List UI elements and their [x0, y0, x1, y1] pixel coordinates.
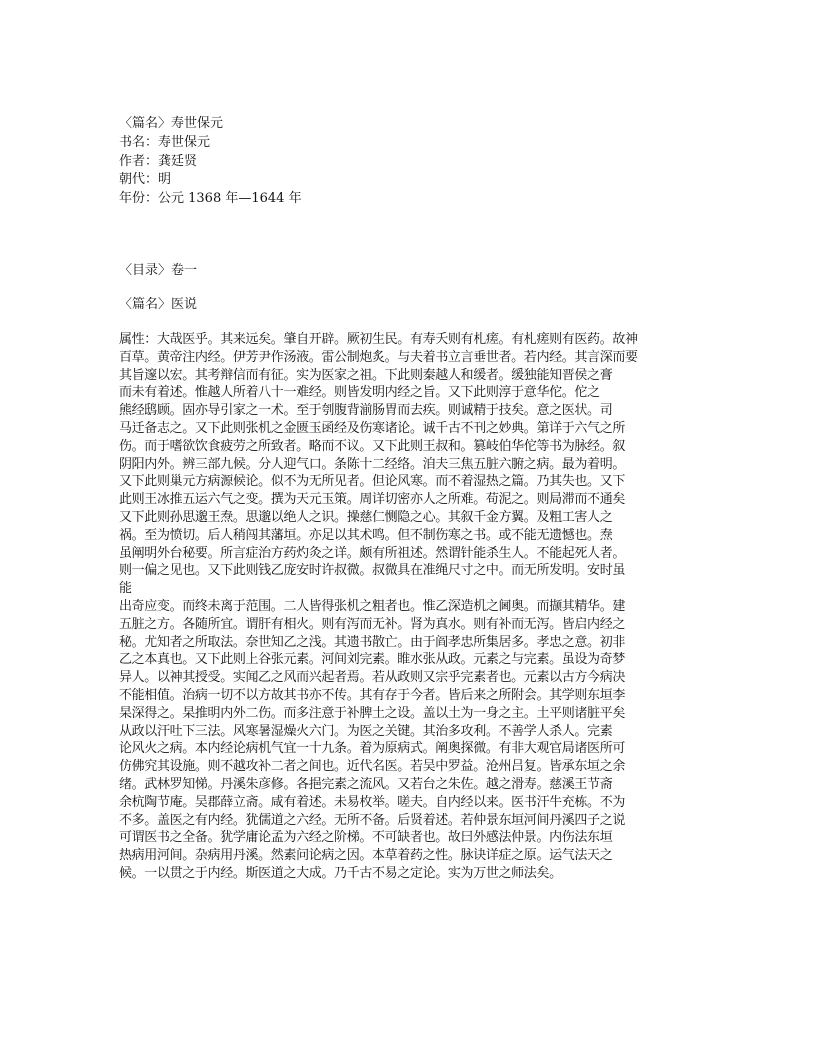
body-line: 热病用河间。杂病用丹溪。然素问论病之因。本草着药之性。脉诀详症之原。运气法天之: [119, 848, 613, 864]
body-line: 又下此则孙思邈王焘。思邈以绝人之识。操慈仁恻隐之心。其叙千金方翼。及粗工害人之: [119, 509, 613, 525]
body-line: 可谓医书之全备。犹学庸论孟为六经之阶梯。不可缺者也。故曰外感法仲景。内伤法东垣: [119, 830, 613, 846]
document-header: [119, 115, 302, 209]
body-line: 能: [119, 581, 132, 597]
body-text: [119, 331, 699, 883]
body-line: 而未有着述。惟越人所着八十一难经。则皆发明内经之旨。又下此则淳于意华佗。佗之: [119, 385, 600, 401]
body-line: 百草。黄帝注内经。伊芳尹作汤液。雷公制炮炙。与夫着书立言垂世者。若内经。其言深而要: [119, 349, 638, 365]
body-line: 论风火之病。本内经论病机气宜一十九条。着为原病式。阐奥探微。有非大观官局诸医所可: [119, 741, 626, 757]
body-line: 异人。以神其授受。实闻乙之风而兴起者焉。若从政则又宗乎完素者也。元素以古方今病决: [119, 670, 626, 686]
body-line: 余杭陶节庵。吴郡薛立斋。咸有着述。未易枚举。嗟夫。自内经以来。医书汗牛充栋。不为: [119, 794, 626, 810]
body-line: 此则王冰推五运六气之变。撰为天元玉策。周详切密亦人之所难。苟泥之。则局滞而不通矣: [119, 492, 626, 508]
body-line: 虽阐明外台秘要。所言症治方药灼灸之详。颇有所祖述。然谓针能杀生人。不能起死人者。: [119, 545, 626, 561]
body-line: 从政以汗吐下三法。风寒暑湿燥火六门。为医之关键。其治多攻利。不善学人杀人。完素: [119, 723, 613, 739]
book-name: 书名：寿世保元: [119, 134, 211, 150]
body-line: 不多。盖医之有内经。犹儒道之六经。无所不备。后贤着述。若仲景东垣河间丹溪四子之说: [119, 812, 626, 828]
body-line: 候。一以贯之于内经。斯医道之大成。乃千古不易之定论。实为万世之师法矣。: [119, 865, 562, 881]
body-line: 仿佛究其设施。则不越攻补二者之间也。近代名医。若吴中罗益。沧州吕复。皆承东垣之余: [119, 759, 626, 775]
body-line: 秘。尤知者之所取法。奈世知乙之浅。其遗书散亡。由于阎孝忠所集居多。孝忠之意。初非: [119, 634, 626, 650]
body-line: 五脏之方。各随所宜。谓肝有相火。则有泻而无补。肾为真水。则有补而无泻。皆启内经之: [119, 616, 626, 632]
body-line: 熊经鸱顾。固亦导引家之一术。至于刳腹背湔肠胃而去疾。则诚精于技矣。意之医状。司: [119, 403, 613, 419]
section-title: 〈篇名〉寿世保元: [119, 116, 224, 131]
toc-volume: 〈目录〉卷一: [119, 263, 198, 278]
body-line: 马迁备志之。又下此则张机之金匮玉函经及伤寒诸论。诚千古不刊之妙典。第详于六气之所: [119, 420, 626, 436]
body-line: 伤。而于嗜欲饮食疲劳之所致者。略而不议。又下此则王叔和。篡岐伯华佗等书为脉经。叙: [119, 438, 626, 454]
body-line: 不能相值。治病一切不以方故其书亦不传。其有存于今者。皆后来之所附会。其学则东垣李: [119, 687, 626, 703]
body-line: 阴阳内外。辨三部九候。分人迎气口。条陈十二经络。洎夫三焦五脏六腑之病。最为着明。: [119, 456, 626, 472]
body-line: 乙之本真也。又下此则上谷张元素。河间刘完素。睢水张从政。元素之与完素。虽设为奇梦: [119, 652, 626, 668]
body-line: 属性：大哉医乎。其来远矣。肇自开辟。厥初生民。有寿夭则有札瘥。有札瘥则有医药。故神: [119, 332, 638, 347]
body-line: 祸。至为愤切。后人稍闯其藩垣。亦足以其术鸣。但不制伤寒之书。或不能无遗憾也。焘: [119, 527, 613, 543]
body-line: 杲深得之。杲推明内外二伤。而多注意于补脾土之设。盖以土为一身之主。土平则诸脏平矣: [119, 705, 626, 721]
body-line: 出奇应变。而终未离于范围。二人皆得张机之粗者也。惟乙深造机之阃奥。而撷其精华。建: [119, 598, 626, 614]
body-line: 则一偏之见也。又下此则钱乙庞安时许叔微。叔微具在准绳尺寸之中。而无所发明。安时虽: [119, 563, 626, 579]
chapter-title: 〈篇名〉医说: [119, 297, 198, 312]
dynasty: 朝代：明: [119, 172, 172, 188]
year-range: 年份：公元 1368 年—1644 年: [119, 191, 302, 207]
body-line: 其旨邃以宏。其考辩信而有征。实为医家之祖。下此则秦越人和缓者。缓独能知晋侯之膏: [119, 367, 613, 383]
body-line: 绪。武林罗知悌。丹溪朱彦修。各挹完素之流风。又若台之朱佐。越之滑寿。慈溪王节斋: [119, 776, 613, 792]
body-line: 又下此则巢元方病源候论。似不为无所见者。但论风寒。而不着湿热之篇。乃其失也。又下: [119, 474, 626, 490]
author: 作者：龚廷贤: [119, 153, 198, 169]
